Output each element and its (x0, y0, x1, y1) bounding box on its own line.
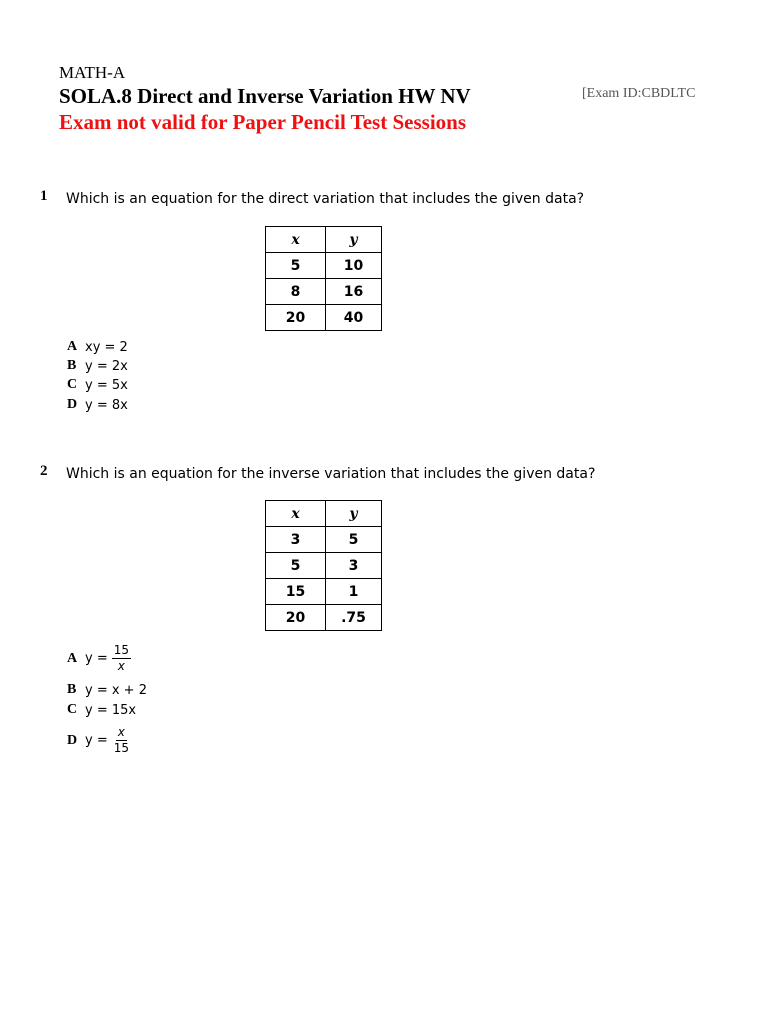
question-2-choice-a[interactable] (67, 643, 131, 674)
table-cell: 20 (266, 305, 326, 331)
table-row (266, 279, 382, 305)
table-cell: 3 (266, 527, 326, 553)
choice-letter: D (67, 397, 78, 412)
table-header-row (266, 501, 382, 527)
table-cell: 5 (266, 253, 326, 279)
course-name: MATH-A (59, 63, 126, 82)
question-2-choice-b[interactable] (67, 682, 147, 698)
choice-text: y = 5x (85, 377, 128, 393)
choice-lhs: y = (85, 733, 108, 748)
question-2-choice-c[interactable] (67, 702, 136, 718)
question-1-text: Which is an equation for the direct variation that includes the given data? (66, 191, 585, 207)
choice-text: xy = 2 (85, 339, 128, 355)
exam-header (59, 63, 471, 135)
fraction-denominator: 15 (113, 741, 129, 755)
choice-text: y = 8x (85, 397, 128, 413)
choice-letter: A (67, 650, 78, 666)
choice-letter: C (67, 377, 78, 392)
question-2-text: Which is an equation for the inverse variation that includes the given data? (66, 466, 596, 482)
question-1-choice-a[interactable] (67, 339, 128, 355)
question-2-data-table (265, 500, 382, 631)
fraction-denominator: x (117, 659, 125, 673)
table-row (266, 527, 382, 553)
question-1-choice-b[interactable] (67, 358, 128, 374)
invalid-warning: Exam not valid for Paper Pencil Test Sessions (59, 110, 467, 134)
fraction-numerator: 15 (113, 643, 129, 657)
table-cell: 20 (266, 605, 326, 631)
question-1-choice-c[interactable] (67, 377, 128, 393)
table-header-row (266, 227, 382, 253)
question-2-number: 2 (40, 463, 48, 479)
table-cell: 10 (326, 253, 382, 279)
choice-letter: D (67, 732, 78, 748)
choice-letter: C (67, 702, 78, 717)
table-cell: 3 (326, 553, 382, 579)
choice-letter: B (67, 358, 77, 373)
table-cell: .75 (326, 605, 382, 631)
table-row (266, 553, 382, 579)
fraction (112, 643, 131, 674)
choice-text: y = x + 2 (85, 682, 147, 698)
fraction (112, 725, 131, 756)
table-cell: 16 (326, 279, 382, 305)
table-cell: 1 (326, 579, 382, 605)
table-header-x: x (266, 227, 326, 253)
choice-letter: A (67, 339, 78, 354)
table-row (266, 605, 382, 631)
question-1-data-table (265, 226, 382, 331)
choice-text: y = 2x (85, 358, 128, 374)
table-row (266, 579, 382, 605)
question-2-choice-d[interactable] (67, 725, 131, 756)
table-cell: 5 (326, 527, 382, 553)
table-row (266, 305, 382, 331)
table-cell: 15 (266, 579, 326, 605)
question-1-choice-d[interactable] (67, 397, 128, 413)
table-cell: 5 (266, 553, 326, 579)
table-header-y: y (326, 501, 382, 527)
choice-letter: B (67, 682, 77, 697)
table-row (266, 253, 382, 279)
fraction-numerator: x (117, 725, 125, 739)
table-header-x: x (266, 501, 326, 527)
exam-title: SOLA.8 Direct and Inverse Variation HW NV (59, 84, 471, 108)
choice-lhs: y = (85, 651, 108, 666)
table-cell: 8 (266, 279, 326, 305)
table-cell: 40 (326, 305, 382, 331)
choice-text: y = 15x (85, 702, 137, 718)
table-header-y: y (326, 227, 382, 253)
question-1-number: 1 (40, 188, 48, 204)
exam-id: [Exam ID:CBDLTC (582, 86, 696, 101)
